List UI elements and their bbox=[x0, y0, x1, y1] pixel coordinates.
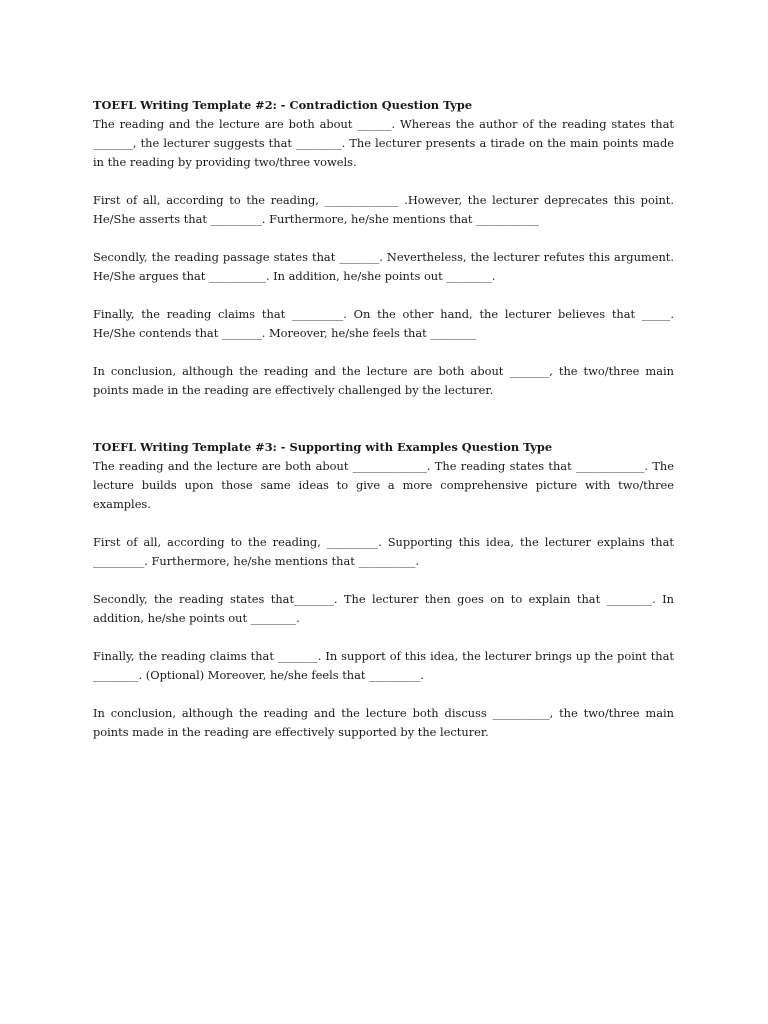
section-heading: TOEFL Writing Template #3: - Supporting with Examples Question Type bbox=[93, 440, 553, 454]
section-heading: TOEFL Writing Template #2: - Contradiction Question Type bbox=[93, 98, 473, 112]
paragraph: Finally, the reading claims that _________. On the other hand, the lecturer believes that _____. He/She contends that _______. Moreover, he/she feels that ________ bbox=[93, 307, 674, 340]
paragraph: The reading and the lecture are both about _____________. The reading states that ____________. The lecture builds upon those same ideas to give a more comprehensive picture with two/three examples. bbox=[93, 459, 674, 511]
paragraph: In conclusion, although the reading and the lecture both discuss __________, the two/three main points made in the reading are effectively supported by the lecturer. bbox=[93, 706, 674, 739]
paragraph: Secondly, the reading passage states that _______. Nevertheless, the lecturer refutes this argument. He/She argues that __________. In addition, he/she points out ________. bbox=[93, 250, 674, 283]
section-supporting-examples bbox=[93, 438, 674, 742]
paragraph: First of all, according to the reading, _____________ .However, the lecturer deprecates this point. He/She asserts that _________. Furthermore, he/she mentions that ___________ bbox=[93, 193, 674, 226]
paragraph: In conclusion, although the reading and the lecture are both about _______, the two/three main points made in the reading are effectively challenged by the lecturer. bbox=[93, 364, 674, 397]
paragraph: Finally, the reading claims that _______. In support of this idea, the lecturer brings up the point that ________. (Optional) Moreover, he/she feels that _________. bbox=[93, 649, 674, 682]
paragraph: First of all, according to the reading, _________. Supporting this idea, the lecturer explains that _________. Furthermore, he/she mentions that __________. bbox=[93, 535, 674, 568]
document-content bbox=[93, 96, 674, 742]
paragraph: The reading and the lecture are both about ______. Whereas the author of the reading states that _______, the lecturer suggests that ________. The lecturer presents a tirade on the main points made in the reading by providing two/three vowels. bbox=[93, 117, 674, 169]
paragraph: Secondly, the reading states that_______. The lecturer then goes on to explain that ________. In addition, he/she points out ________. bbox=[93, 592, 674, 625]
section-contradiction bbox=[93, 96, 674, 400]
